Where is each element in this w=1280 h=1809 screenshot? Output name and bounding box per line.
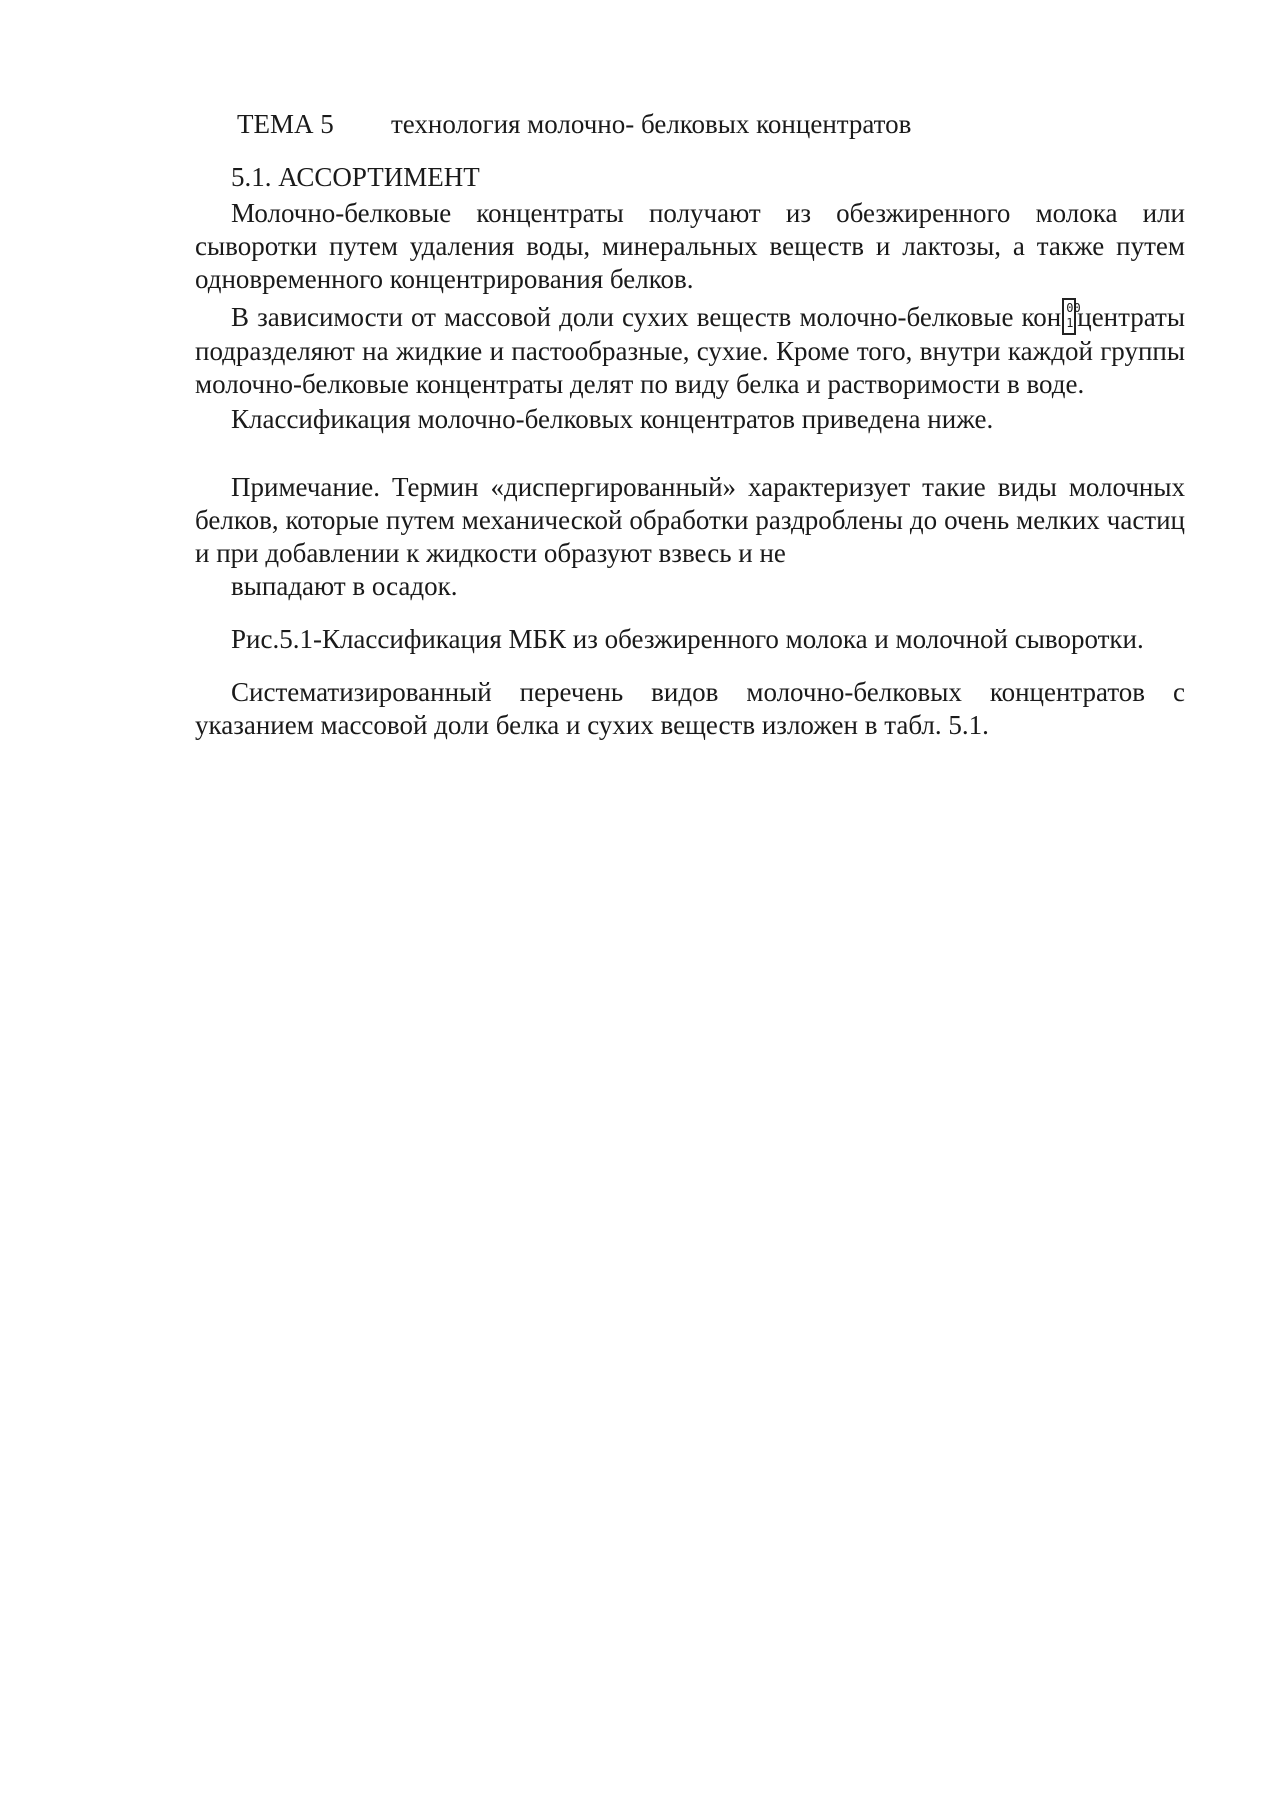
paragraph-classification-by-solids [195,298,1185,401]
figure-caption: Рис.5.1-Классификация МБК из обезжиренного молока и молочной сыворотки. [231,624,1144,654]
missing-glyph-code-bottom: 1 [1066,316,1074,330]
paragraph-text-after-glyph: центраты подразделяют на жидкие и пастообразные, сухие. Кроме того, внутри каждой группы молочно-белковые концентраты делят по виду белка и растворимости в воде. [195,302,1185,399]
topic-title: технология молочно- белковых концентратов [391,109,912,139]
paragraph-text-before-glyph: В зависимости от массовой доли сухих веществ молочно-белковые кон [231,302,1062,332]
paragraph-note: Примечание. Термин «диспергированный» характеризует такие виды молочных белков, которые путем механической обработки раздроблены до очень мелких частиц и при добавлении к жидкости образуют взвесь и не [195,472,1185,568]
paragraph-note-continued: выпадают в осадок. [231,571,458,601]
section-title: 5.1. АССОРТИМЕНТ [231,162,480,192]
topic-heading [195,108,1185,141]
paragraph-classification-intro: Классификация молочно-белковых концентратов приведена ниже. [231,404,994,434]
paragraph-intro: Молочно-белковые концентраты получают из обезжиренного молока или сыворотки путем удаления воды, минеральных веществ и лактозы, а также путем одновременного концентрирования белков. [195,198,1185,294]
missing-glyph-box [1062,298,1081,335]
paragraph-table-reference: Систематизированный перечень видов молочно-белковых концентратов с указанием массовой доли белка и сухих веществ изложен в табл. 5.1. [195,677,1185,740]
missing-glyph-code-top: 00 [1066,301,1081,315]
topic-label: ТЕМА 5 [237,109,334,139]
document-page [195,108,1185,742]
